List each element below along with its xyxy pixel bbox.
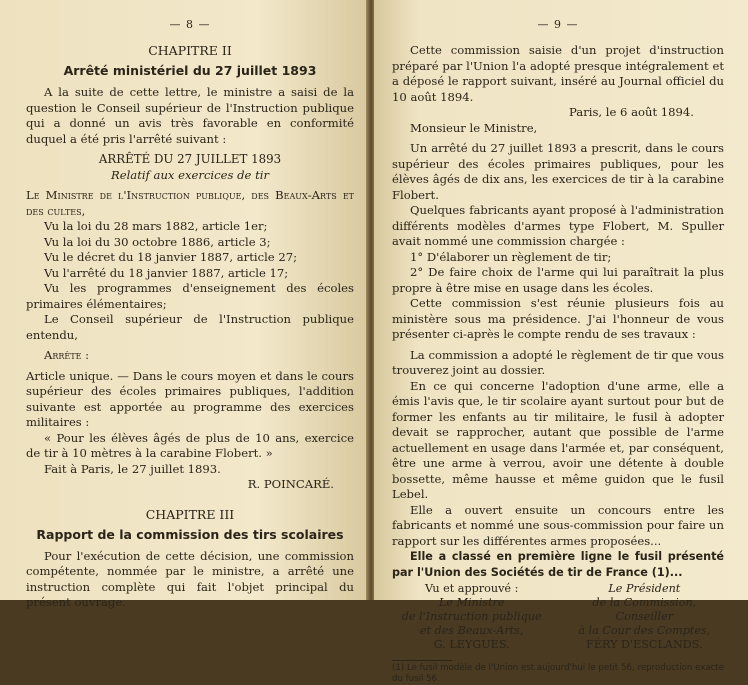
vu-line: Vu la loi du 30 octobre 1886, article 3; bbox=[44, 234, 271, 249]
arrete-label: Arrête : bbox=[44, 348, 90, 362]
signature-block bbox=[392, 582, 724, 652]
signature-right: Le Président de la Commission, Conseiller à la Cour des Comptes, FÉRY D'ESCLANDS. bbox=[578, 582, 711, 651]
paragraph: Quelques fabricants ayant proposé à l'administration différents modèles d'armes type Flobert, M. Spuller avait nommé une commission chargée : bbox=[392, 203, 724, 248]
page-number-right: — 9 — bbox=[537, 18, 579, 31]
minister-line: Le Ministre de l'Instruction publique, des Beaux-Arts et des cultes, bbox=[26, 188, 354, 218]
chapter-heading: CHAPITRE III bbox=[145, 506, 235, 522]
page-number-left: — 8 — bbox=[169, 18, 211, 31]
footnote: (1) Le fusil modèle de l'Union est aujourd'hui le petit 56, reproduction exacte du fusil 56. bbox=[392, 663, 724, 684]
paragraph: Cette commission s'est réunie plusieurs fois au ministère sous ma présidence. J'ai l'honneur de vous présenter ci-après le compte rendu de ses travaux : bbox=[392, 296, 724, 341]
left-page bbox=[0, 0, 368, 609]
paragraph: Elle a ouvert ensuite un concours entre les fabricants et nommé une sous-commission pour faire un rapport sur les différentes armes proposées... bbox=[392, 502, 724, 548]
vu-line: Vu la loi du 28 mars 1882, article 1er; bbox=[44, 219, 268, 233]
paragraph: Cette commission saisie d'un projet d'instruction préparé par l'Union l'a adopté presque intégralement et a déposé le rapport suivant, inséré au Journal officiel du 10 août 1894. bbox=[392, 43, 724, 104]
paragraph: Pour l'exécution de cette décision, une commission compétente, nommée par le ministre, a arrêté une instruction complète qui fait l'objet principal du présent ouvrage. bbox=[26, 548, 354, 609]
date-line: Paris, le 6 août 1894. bbox=[569, 105, 694, 119]
quote-paragraph: « Pour les élèves âgés de plus de 10 ans, exercice de tir à 10 mètres à la carabine Flobert. » bbox=[26, 430, 354, 460]
paragraph: Un arrêté du 27 juillet 1893 a prescrit, dans le cours supérieur des écoles primaires publiques, pour les élèves âgés de dix ans, les exercices de tir à la carabine Flobert. bbox=[392, 141, 724, 202]
paragraph: A la suite de cette lettre, le ministre a saisi de la question le Conseil supérieur de l'Instruction publique qui a donné un avis très favorable en conformité duquel a été pris l'arrêté suivant : bbox=[26, 85, 354, 146]
conseil-line: Le Conseil supérieur de l'Instruction publique entendu, bbox=[26, 312, 354, 342]
arrete-subheading: Relatif aux exercices de tir bbox=[110, 167, 270, 182]
signature: R. POINCARÉ. bbox=[247, 477, 334, 491]
list-item: 2° De faire choix de l'arme qui lui paraîtrait la plus propre à être mise en usage dans les écoles. bbox=[392, 265, 724, 295]
chapter-title: Rapport de la commission des tirs scolaires bbox=[36, 526, 344, 542]
paragraph: En ce qui concerne l'adoption d'une arme, elle a émis l'avis que, le tir scolaire ayant surtout pour but de former les enfants au tir militaire, le fusil à adopter devait se rapprocher, autant que possible de l'arme actuellement en usage dans l'armée et, par conséquent, être une arme à verrou, avoir une détente à double bossette, même hausse et même guidon que le fusil Lebel. bbox=[392, 378, 724, 501]
list-item: 1° D'élaborer un règlement de tir; bbox=[410, 249, 612, 264]
arrete-heading: ARRÊTÉ DU 27 JUILLET 1893 bbox=[98, 152, 282, 166]
paragraph-bold: Elle a classé en première ligne le fusil présenté par l'Union des Sociétés de tir de France (1)... bbox=[392, 550, 724, 579]
chapter-heading: CHAPITRE II bbox=[148, 43, 232, 58]
vu-line: Vu l'arrêté du 18 janvier 1887, article 17; bbox=[44, 265, 289, 280]
fait-line: Fait à Paris, le 27 juillet 1893. bbox=[44, 461, 221, 476]
chapter-title: Arrêté ministériel du 27 juillet 1893 bbox=[63, 63, 317, 78]
signature-left: Vu et approuvé : Le Ministre de l'Instruction publique et des Beaux-Arts, G. LEYGUES. bbox=[401, 582, 542, 651]
paragraph: La commission a adopté le règlement de tir que vous trouverez joint au dossier. bbox=[392, 347, 724, 377]
salutation: Monsieur le Ministre, bbox=[410, 120, 538, 135]
vu-line: Vu le décret du 18 janvier 1887, article 27; bbox=[44, 250, 297, 264]
vu-line: Vu les programmes d'enseignement des écoles primaires élémentaires; bbox=[26, 281, 354, 311]
footnote-rule bbox=[392, 660, 452, 661]
article-paragraph: Article unique. — Dans le cours moyen et dans le cours supérieur des écoles primaires publiques, l'addition suivante est apportée au programme des exercices militaires : bbox=[26, 368, 354, 429]
right-page bbox=[374, 0, 748, 684]
